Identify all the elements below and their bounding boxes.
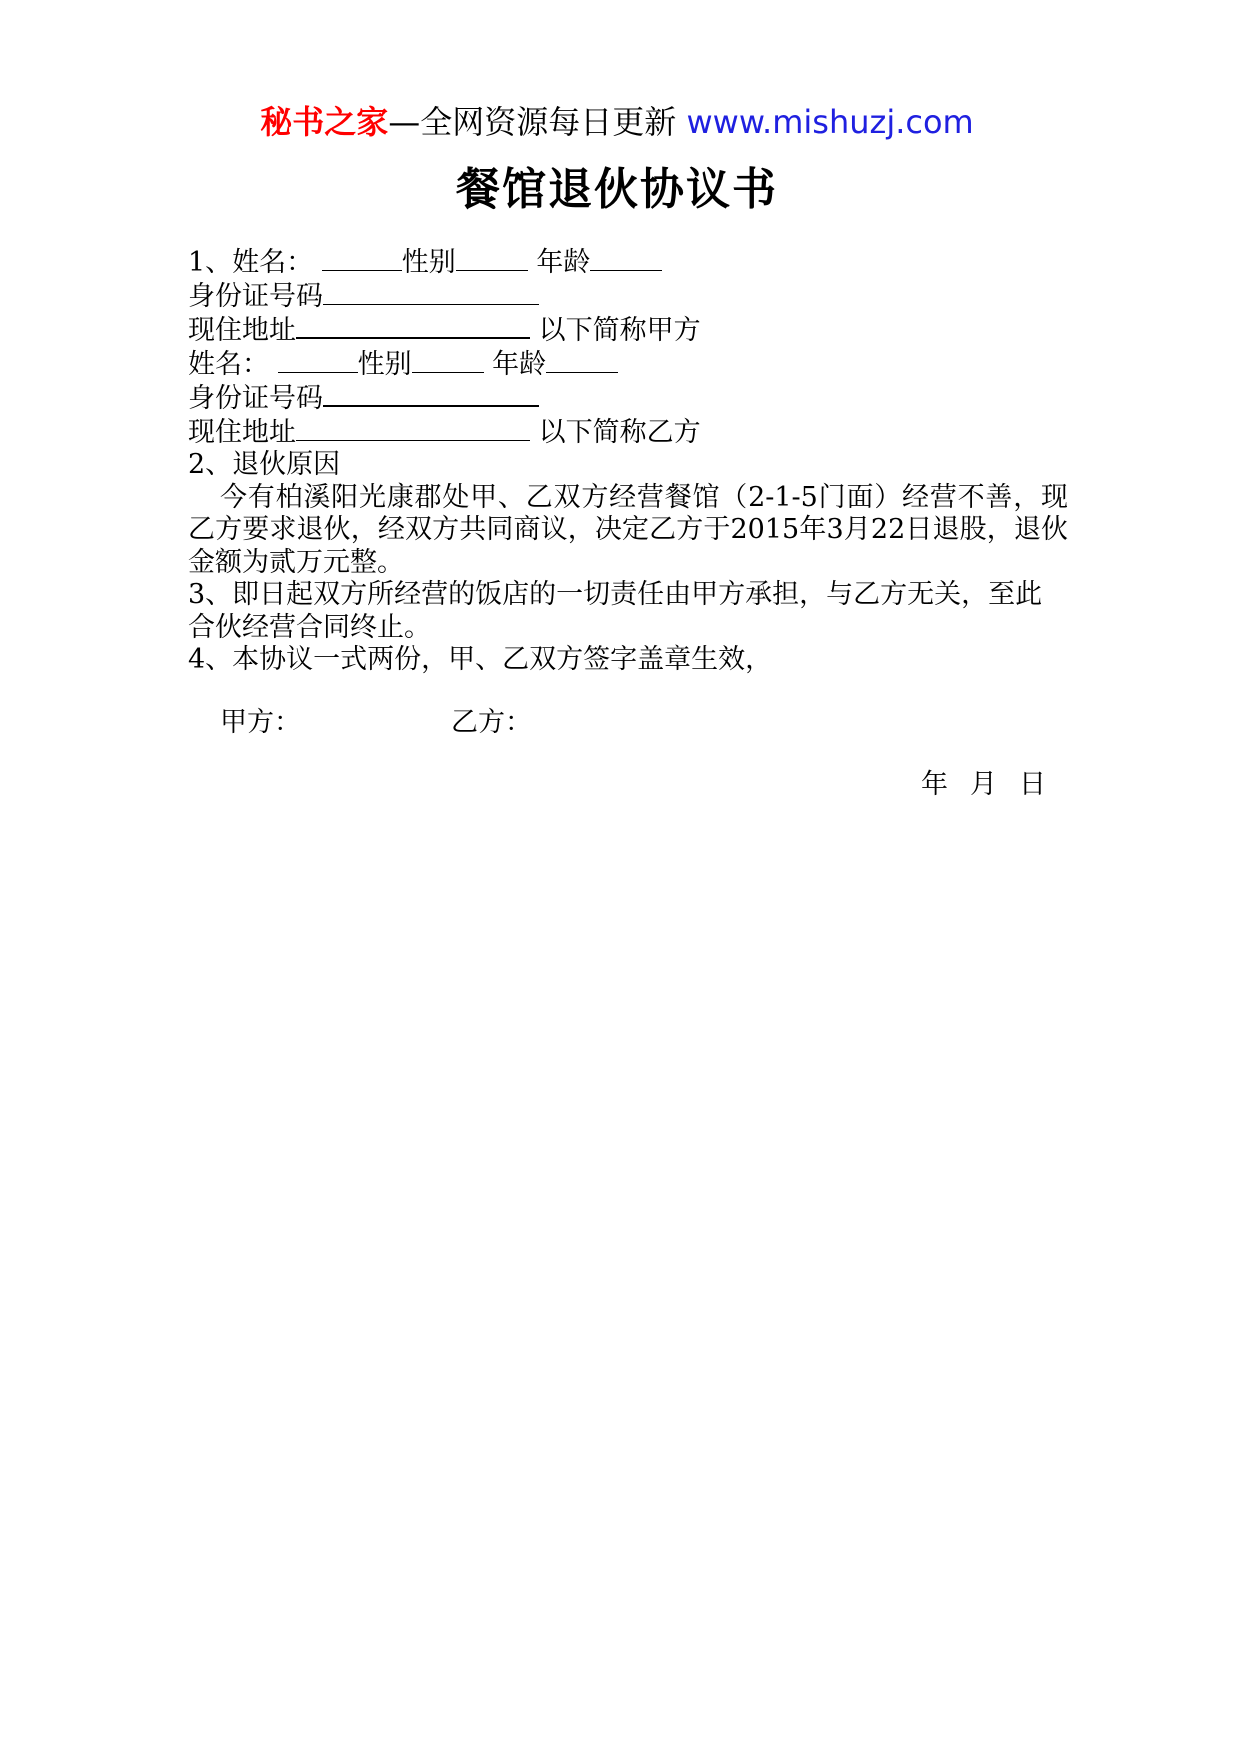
party-a-name-blank (322, 246, 402, 271)
document-title: 餐馆退伙协议书 (456, 164, 778, 215)
party-b-gender-label: 性别 (357, 348, 412, 380)
site-tagline: —全网资源每日更新 (388, 103, 677, 141)
party-a-address-line (188, 313, 1068, 348)
party-b-alias: 以下简称乙方 (530, 416, 701, 448)
site-header (0, 100, 1234, 144)
document-body (188, 246, 1068, 802)
date-month-label: 月 (970, 769, 997, 800)
party-a-name-label: 1、姓名： (188, 247, 314, 278)
party-b-id-blank (323, 381, 539, 407)
party-a-address-blank (296, 313, 530, 339)
clause-3-text: 3、即日起双方所经营的饭店的一切责任由甲方承担，与乙方无关，至此合伙经营合同终止。 (188, 579, 1043, 643)
party-b-address-blank (296, 416, 530, 441)
party-a-signature-label: 甲方： (220, 706, 301, 738)
signature-line (188, 707, 1068, 740)
party-b-age-label: 年龄 (483, 348, 547, 380)
brand-name: 秘书之家 (260, 103, 389, 141)
party-a-gender-label: 性别 (401, 247, 456, 278)
party-a-age-label: 年龄 (527, 247, 591, 278)
party-a-id-line (188, 280, 1068, 314)
date-year-label: 年 (921, 769, 948, 800)
party-b-name-line (188, 348, 1068, 382)
party-a-gender-blank (456, 246, 528, 271)
party-b-name-blank (278, 348, 358, 373)
party-a-age-blank (590, 246, 662, 271)
party-a-id-blank (323, 280, 539, 305)
party-b-address-line (188, 416, 1068, 450)
party-b-gender-blank (412, 348, 484, 373)
clause-2-text: 今有柏溪阳光康郡处甲、乙双方经营餐馆（2-1-5门面）经营不善，现乙方要求退伙，经双方共同商议，决定乙方于2015年3月22日退股，退伙金额为贰万元整。 (188, 481, 1068, 578)
site-url-link[interactable]: www.mishuzj.com (686, 103, 974, 141)
party-b-id-line (188, 381, 1068, 416)
date-line (188, 769, 1068, 802)
clause-4-text: 4、本协议一式两份，甲、乙双方签字盖章生效， (188, 644, 773, 675)
party-b-name-label: 姓名： (188, 348, 269, 380)
party-b-address-label: 现住地址 (188, 416, 296, 448)
clause-2-heading: 2、退伙原因 (188, 449, 341, 480)
party-b-id-label: 身份证号码 (188, 383, 323, 414)
party-a-id-label: 身份证号码 (188, 280, 323, 312)
party-a-name-line (188, 246, 1068, 280)
party-b-signature-label: 乙方： (451, 706, 532, 738)
party-b-age-blank (546, 348, 618, 373)
party-a-address-label: 现住地址 (188, 315, 296, 346)
party-a-alias: 以下简称甲方 (530, 315, 701, 346)
date-day-label: 日 (1019, 769, 1046, 800)
